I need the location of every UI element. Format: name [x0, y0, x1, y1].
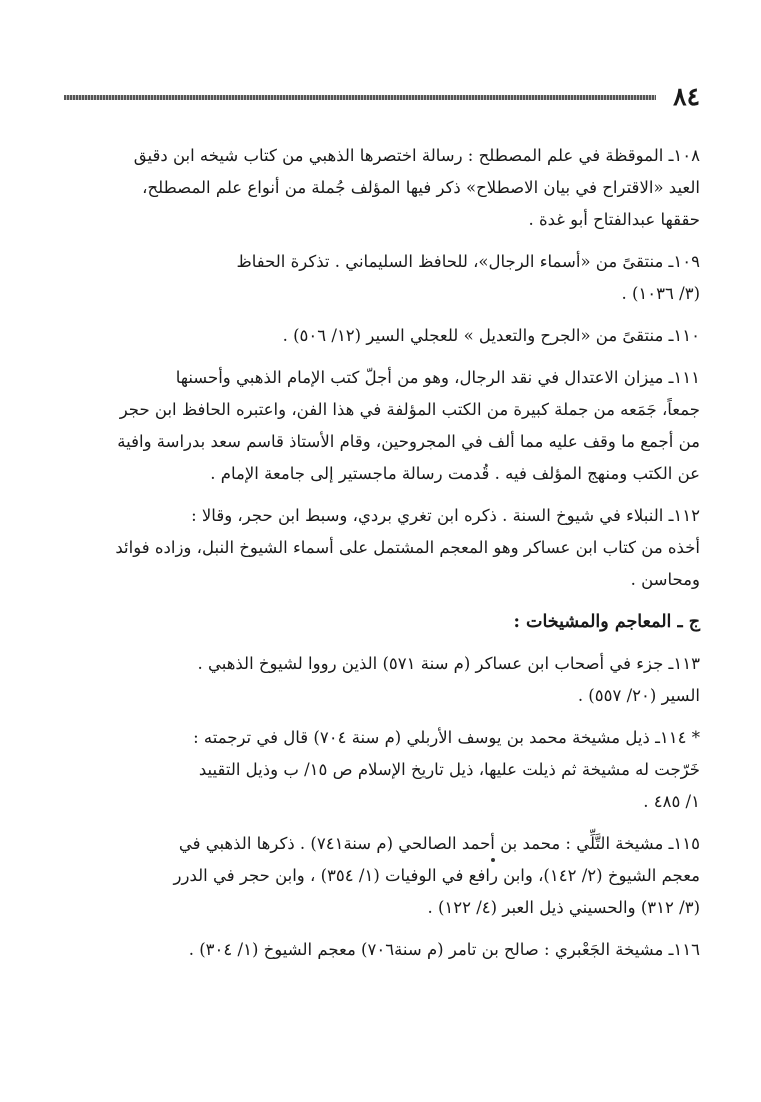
entry-116 — [60, 934, 700, 966]
text-line: حققها عبدالفتاح أبو غدة . — [528, 210, 700, 229]
section-heading: ج ـ المعاجم والمشيخات : — [513, 612, 700, 632]
text-line: العيد «الاقتراح في بيان الاصطلاح» ذكر فيها المؤلف جُملة من أنواع علم المصطلح، — [142, 178, 700, 197]
page-body — [60, 140, 700, 976]
entry-111 — [60, 362, 700, 490]
text-line: * ١١٤ـ ذيل مشيخة محمد بن يوسف الأربلي (م سنة ٧٠٤) قال في ترجمته : — [193, 728, 700, 747]
text-line: (٣/ ٣١٢) والحسيني ذيل العبر (٤/ ١٢٢) . — [427, 898, 700, 917]
text-line: معجم الشيوخ (٢/ ١٤٢)، وابن رافع في الوفيات (١/ ٣٥٤) ، وابن حجر في الدرر — [173, 866, 700, 885]
page-header — [64, 82, 700, 112]
entry-109 — [60, 246, 700, 310]
entry-108 — [60, 140, 700, 236]
text-line: أخذه من كتاب ابن عساكر وهو المعجم المشتمل على أسماء الشيوخ النبل، وزاده فوائد — [115, 538, 700, 557]
entry-115 — [60, 828, 700, 924]
entry-110 — [60, 320, 700, 352]
text-line: عن الكتب ومنهج المؤلف فيه . قُدمت رسالة ماجستير إلى جامعة الإمام . — [210, 464, 700, 483]
text-line: ١١٠ـ منتقىً من «الجرح والتعديل » للعجلي السير (١٢/ ٥٠٦) . — [282, 326, 700, 345]
ink-dot — [491, 858, 495, 862]
text-line: جمعاً، جَمَعه من جملة كبيرة من الكتب المؤلفة في هذا الفن، واعتبره الحافظ ابن حجر — [119, 400, 700, 419]
text-line: ١١٥ـ مشيخة التَّلِّي : محمد بن أحمد الصالحي (م سنة٧٤١) . ذكرها الذهبي في — [178, 834, 700, 853]
text-line: (٣/ ١٠٣٦) . — [621, 284, 700, 303]
text-line: ومحاسن . — [630, 570, 700, 589]
text-line: ١٠٨ـ الموقظة في علم المصطلح : رسالة اختصرها الذهبي من كتاب شيخه ابن دقيق — [133, 146, 700, 165]
text-line: ١١٦ـ مشيخة الجَعْبري : صالح بن تامر (م سنة٧٠٦) معجم الشيوخ (١/ ٣٠٤) . — [188, 940, 700, 959]
text-line: ١٠٩ـ منتقىً من «أسماء الرجال»، للحافظ السليماني . تذكرة الحفاظ — [236, 252, 700, 271]
entry-112 — [60, 500, 700, 596]
text-line: ١١١ـ ميزان الاعتدال في نقد الرجال، وهو من أجلّ كتب الإمام الذهبي وأحسنها — [175, 368, 700, 387]
text-line: من أجمع ما وقف عليه مما ألف في المجروحين، وقام الأستاذ قاسم سعد بدراسة وافية — [117, 432, 700, 451]
text-line: السير (٢٠/ ٥٥٧) . — [577, 686, 700, 705]
text-line: ١١٢ـ النبلاء في شيوخ السنة . ذكره ابن تغري بردي، وسبط ابن حجر، وقالا : — [191, 506, 700, 525]
text-line: ١١٣ـ جزء في أصحاب ابن عساكر (م سنة ٥٧١) الذين رووا لشيوخ الذهبي . — [197, 654, 700, 673]
entry-114 — [60, 722, 700, 818]
text-line: ١/ ٤٨٥ . — [643, 792, 700, 811]
header-rule — [64, 95, 656, 100]
text-line: خَرّجت له مشيخة ثم ذيلت عليها، ذيل تاريخ الإسلام ص ١٥/ ب وذيل التقييد — [198, 760, 700, 779]
page-number: ٨٤ — [673, 82, 700, 111]
entry-113 — [60, 648, 700, 712]
